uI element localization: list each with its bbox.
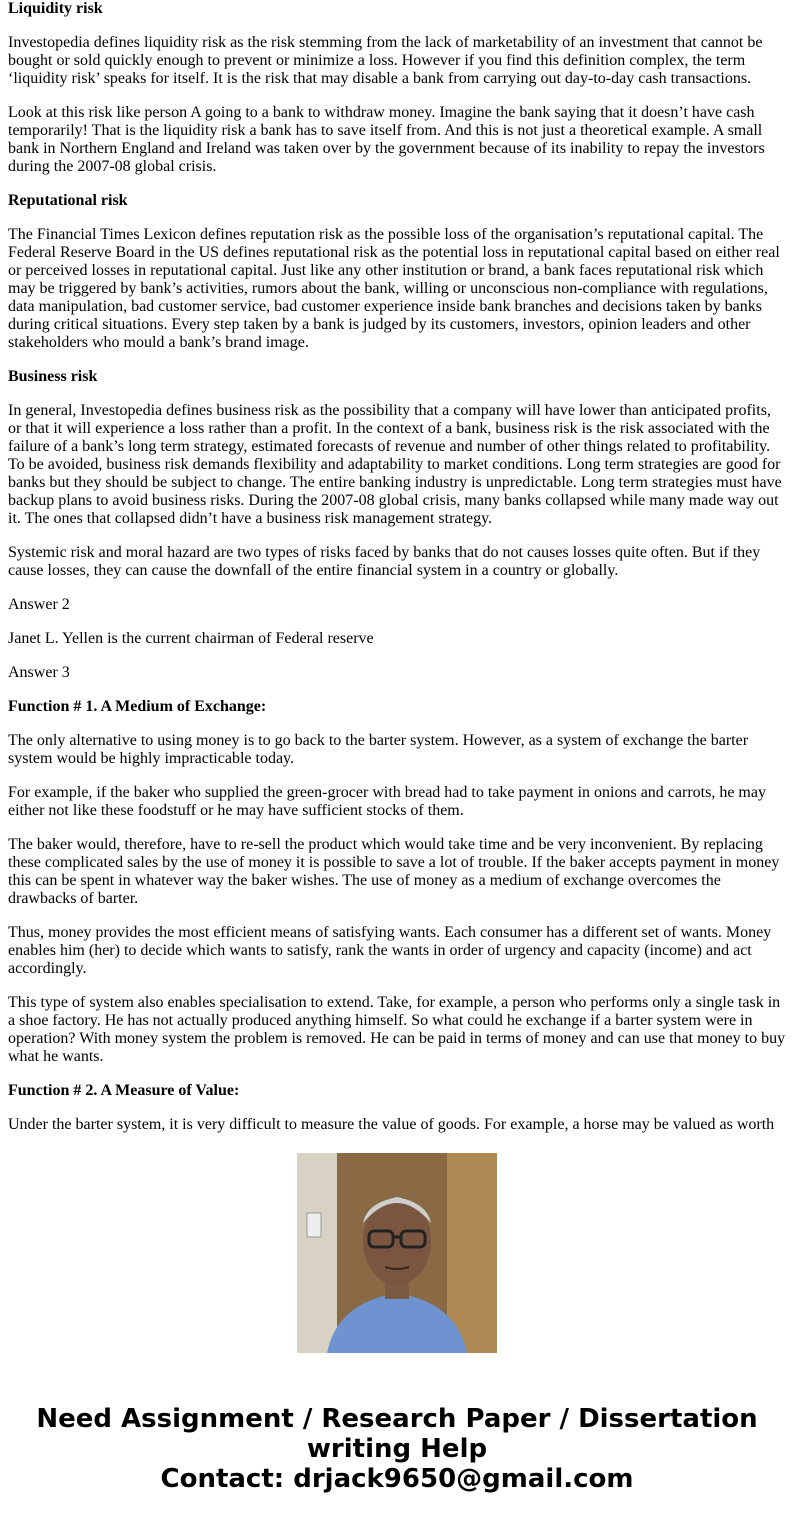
paragraph: Answer 2 (8, 596, 70, 613)
section-heading: Function # 1. A Medium of Exchange: (8, 698, 267, 715)
paragraph: Thus, money provides the most efficient means of satisfying wants. Each consumer has a different set of wants. Money enables him (her) to decide which wants to satisfy, rank the wants in order of urgency and capacity (income) and act accordingly. (8, 924, 772, 977)
paragraph: This type of system also enables specialisation to extend. Take, for example, a person who performs only a single task in a shoe factory. He has not actually produced anything himself. So what could he exchange if a barter system were in operation? With money system the problem is removed. He can be paid in terms of money and can use that money to buy what he wants. (8, 994, 786, 1065)
section-heading: Business risk (8, 368, 98, 385)
section-heading: Liquidity risk (8, 0, 103, 17)
section-heading: Function # 2. A Measure of Value: (8, 1082, 240, 1099)
footer-email[interactable]: Contact: drjack9650@gmail.com (160, 1464, 634, 1494)
paragraph: For example, if the baker who supplied the green-grocer with bread had to take payment in onions and carrots, he may either not like these foodstuff or he may have sufficient stocks of them. (8, 784, 766, 819)
paragraph: In general, Investopedia defines business risk as the possibility that a company will have lower than anticipated profits, or that it will experience a loss rather than a profit. In the context of a bank, business risk is the risk associated with the failure of a bank’s long term strategy, estimated forecasts of revenue and number of other things related to profitability. To be avoided, business risk demands flexibility and adaptability to market conditions. Long term strategies are good for banks but they should be subject to change. The entire banking industry is unpredictable. Long term strategies must have backup plans to avoid business risks. During the 2007-08 global crisis, many banks collapsed while many made way out it. The ones that collapsed didn’t have a business risk management strategy. (8, 402, 782, 527)
paragraph: Look at this risk like person A going to a bank to withdraw money. Imagine the bank saying that it doesn’t have cash temporarily! That is the liquidity risk a bank has to save itself from. And this is not just a theoretical example. A small bank in Northern England and Ireland was taken over by the government because of its inability to repay the investors during the 2007-08 global crisis. (8, 104, 765, 175)
section-heading: Reputational risk (8, 192, 128, 209)
document-body (8, 0, 786, 1133)
paragraph: Janet L. Yellen is the current chairman of Federal reserve (8, 630, 374, 647)
author-photo (297, 1153, 497, 1353)
footer-contact (0, 1404, 794, 1494)
paragraph: Answer 3 (8, 664, 70, 681)
footer-headline: Need Assignment / Research Paper / Dissertation writing Help (36, 1404, 758, 1464)
paragraph: The Financial Times Lexicon defines reputation risk as the possible loss of the organisation’s reputational capital. The Federal Reserve Board in the US defines reputational risk as the potential loss in reputational capital based on either real or perceived losses in reputational capital. Just like any other institution or brand, a bank faces reputational risk which may be triggered by bank’s activities, rumors about the bank, willing or unconscious non-compliance with regulations, data manipulation, bad customer service, bad customer experience inside bank branches and decisions taken by banks during critical situations. Every step taken by a bank is judged by its customers, investors, opinion leaders and other stakeholders who mould a bank’s brand image. (8, 226, 780, 351)
paragraph: Systemic risk and moral hazard are two types of risks faced by banks that do not causes losses quite often. But if they cause losses, they can cause the downfall of the entire financial system in a country or globally. (8, 544, 761, 579)
paragraph: Under the barter system, it is very difficult to measure the value of goods. For example, a horse may be valued as worth (8, 1116, 775, 1133)
paragraph: The only alternative to using money is to go back to the barter system. However, as a system of exchange the barter system would be highly impracticable today. (8, 732, 749, 767)
paragraph: The baker would, therefore, have to re-sell the product which would take time and be very inconvenient. By replacing these complicated sales by the use of money it is possible to save a lot of trouble. If the baker accepts payment in money this can be spent in whatever way the baker wishes. The use of money as a medium of exchange overcomes the drawbacks of barter. (8, 836, 780, 907)
paragraph: Investopedia defines liquidity risk as the risk stemming from the lack of marketability of an investment that cannot be bought or sold quickly enough to prevent or minimize a loss. However if you find this definition complex, the term ‘liquidity risk’ speaks for itself. It is the risk that may disable a bank from carrying out day-to-day cash transactions. (8, 34, 763, 87)
